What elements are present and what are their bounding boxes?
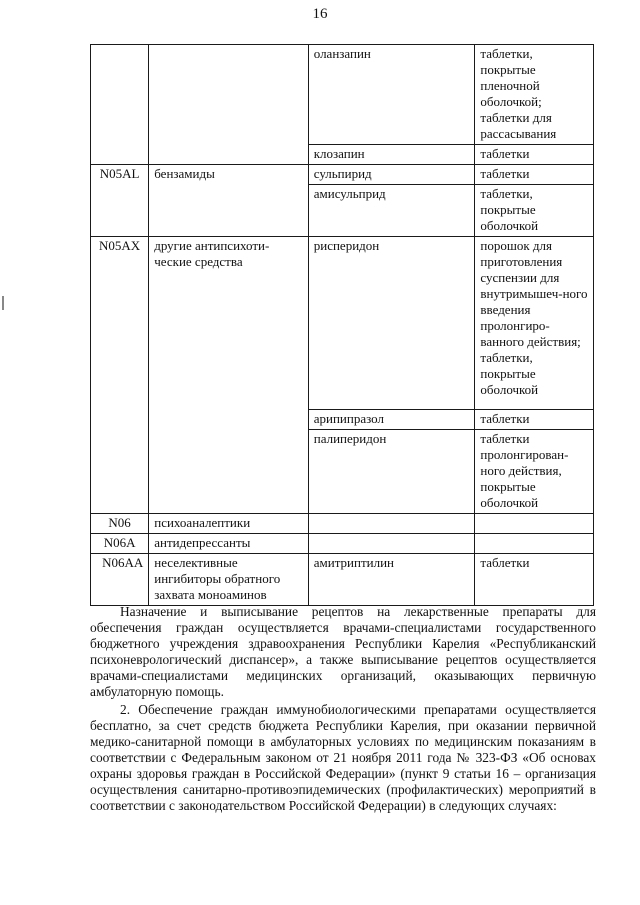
drug-name-cell: палиперидон [308,430,475,514]
group-name-cell: другие антипсихоти-ческие средства [149,237,309,514]
group-name-cell: психоаналептики [149,514,309,534]
atc-code-cell: N05AX [91,237,149,514]
dosage-form-cell: таблетки пролонгирован-ного действия, покрытые оболочкой [475,430,594,514]
atc-code-cell: N06A [91,534,149,554]
atc-code-cell: N06 [91,514,149,534]
table-row [91,554,594,606]
drug-name-cell: амисульприд [308,185,475,237]
dosage-form-cell: порошок для приготовления суспензии для внутримышеч-ного введения пролонгиро-ванного действия; таблетки, покрытые оболочкой [475,237,594,410]
dosage-form-cell: таблетки [475,554,594,606]
drug-name-cell: амитриптилин [308,554,475,606]
dosage-form-cell: таблетки, покрытые оболочкой [475,185,594,237]
drug-name-cell: оланзапин [308,45,475,145]
drug-table [90,44,594,606]
atc-code-cell: N06AA [91,554,149,606]
dosage-form-cell [475,534,594,554]
table-row [91,165,594,185]
drug-name-cell: рисперидон [308,237,475,410]
atc-code-cell [91,45,149,165]
group-name-cell [149,45,309,165]
drug-name-cell [308,514,475,534]
table-row [91,237,594,410]
group-name-cell: бензамиды [149,165,309,237]
dosage-form-cell: таблетки, покрытые пленочной оболочкой; таблетки для рассасывания [475,45,594,145]
drug-name-cell [308,534,475,554]
atc-code-cell: N05AL [91,165,149,237]
drug-name-cell: сульпирид [308,165,475,185]
paragraph-prescribing: Назначение и выписывание рецептов на лекарственные препараты для обеспечения граждан осуществляется врачами-специалистами государственного бюджетного учреждения здравоохранения Республики Карелия «Республиканский психоневрологический диспансер», а также выписывание рецептов осуществляется врачами-специалистами медицинских организаций, оказывающих первичную амбулаторную помощь. [90,604,596,699]
dosage-form-cell [475,514,594,534]
table-row [91,534,594,554]
dosage-form-cell: таблетки [475,410,594,430]
paragraph-immunobiological: 2. Обеспечение граждан иммунобиологическими препаратами осуществляется бесплатно, за счет средств бюджета Республики Карелия, при оказании первичной медико-санитарной помощи в амбулаторных условиях по медицинским показаниям в соответствии с Федеральным законом от 21 ноября 2011 года № 323-ФЗ «Об основах охраны здоровья граждан в Российской Федерации» (пункт 9 статьи 16 – организация осуществления санитарно-противоэпидемических (профилактических) мероприятий в соответствии с законодательством Российской Федерации) в следующих случаях: [90,702,596,813]
scan-mark [2,296,4,310]
table-row [91,45,594,145]
drug-name-cell: клозапин [308,145,475,165]
dosage-form-cell: таблетки [475,145,594,165]
group-name-cell: неселективные ингибиторы обратного захвата моноаминов [149,554,309,606]
group-name-cell: антидепрессанты [149,534,309,554]
page-number: 16 [312,6,328,22]
table-row [91,514,594,534]
drug-name-cell: арипипразол [308,410,475,430]
dosage-form-cell: таблетки [475,165,594,185]
